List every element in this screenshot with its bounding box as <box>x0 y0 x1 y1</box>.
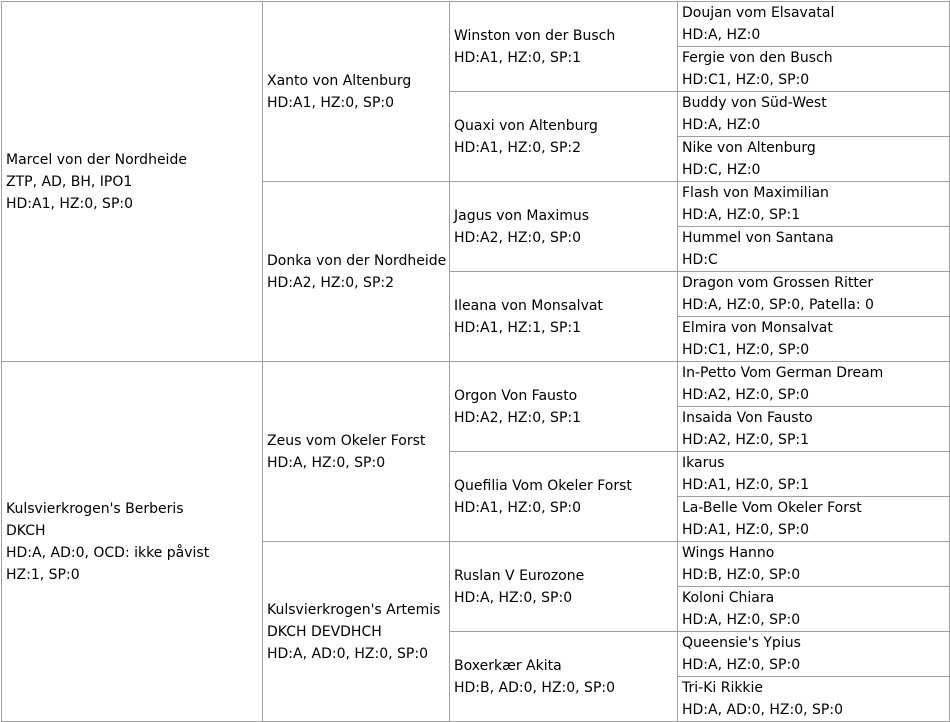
dog-health: HD:A, HZ:0, SP:0 <box>267 454 386 471</box>
dog-health-extra: HZ:1, SP:0 <box>6 566 80 583</box>
dog-health: HD:A, AD:0, HZ:0, SP:0 <box>682 702 843 718</box>
dog-name: Quefilia Vom Okeler Forst <box>454 477 632 494</box>
pedigree-cell-sire <box>2 2 263 362</box>
pedigree-cell-ssdd <box>678 137 950 182</box>
pedigree-cell-dssd <box>678 407 950 452</box>
dog-health: HD:A1, HZ:1, SP:1 <box>454 319 582 336</box>
dog-name: Xanto von Altenburg <box>267 72 412 89</box>
pedigree-cell-sss <box>450 2 678 92</box>
pedigree-cell-dss <box>450 362 678 452</box>
dog-health: HD:A2, HZ:0, SP:0 <box>454 229 582 246</box>
pedigree-cell-sdd <box>450 272 678 362</box>
dog-name: Jagus von Maximus <box>454 207 590 224</box>
pedigree-cell-sds <box>450 182 678 272</box>
dog-titles: ZTP, AD, BH, IPO1 <box>6 173 133 190</box>
dog-name: Zeus vom Okeler Forst <box>267 432 426 449</box>
dog-name: Kulsvierkrogen's Artemis <box>267 601 441 618</box>
dog-name: Buddy von Süd-West <box>682 95 827 111</box>
dog-name: Winston von der Busch <box>454 27 616 44</box>
dog-health: HD:A1, HZ:0, SP:0 <box>454 499 582 516</box>
dog-health: HD:A, HZ:0, SP:0, Patella: 0 <box>682 297 874 313</box>
dog-name: Boxerkær Akita <box>454 657 562 674</box>
dog-health: HD:A, HZ:0 <box>682 27 761 43</box>
pedigree-cell-ddds <box>678 632 950 677</box>
dog-name: In-Petto Vom German Dream <box>682 365 884 381</box>
dog-health: HD:C1, HZ:0, SP:0 <box>682 342 810 358</box>
dog-health: HD:A, HZ:0, SP:0 <box>454 589 573 606</box>
dog-name: Wings Hanno <box>682 545 775 561</box>
dog-name: Flash von Maximilian <box>682 185 829 201</box>
pedigree-cell-dsd <box>450 452 678 542</box>
dog-name: Tri-Ki Rikkie <box>682 680 764 696</box>
dog-health: HD:B, AD:0, HZ:0, SP:0 <box>454 679 616 696</box>
dog-name: Kulsvierkrogen's Berberis <box>6 500 184 517</box>
dog-name: Quaxi von Altenburg <box>454 117 598 134</box>
dog-health: HD:A, HZ:0, SP:1 <box>682 207 801 223</box>
dog-titles: DKCH <box>6 522 46 539</box>
dog-name: Ruslan V Eurozone <box>454 567 585 584</box>
dog-health: HD:C <box>682 252 718 268</box>
pedigree-cell-ddd <box>450 632 678 722</box>
dog-health: HD:C1, HZ:0, SP:0 <box>682 72 810 88</box>
dog-name: Hummel von Santana <box>682 230 834 246</box>
dog-name: Insaida Von Fausto <box>682 410 813 426</box>
dog-health: HD:C, HZ:0 <box>682 162 761 178</box>
dog-health: HD:A2, HZ:0, SP:1 <box>454 409 582 426</box>
dog-name: Ileana von Monsalvat <box>454 297 603 314</box>
dog-name: Orgon Von Fausto <box>454 387 578 404</box>
dog-name: Elmira von Monsalvat <box>682 320 833 336</box>
dog-health: HD:B, HZ:0, SP:0 <box>682 567 801 583</box>
dog-health: HD:A2, HZ:0, SP:0 <box>682 387 810 403</box>
pedigree-cell-dsdd <box>678 497 950 542</box>
pedigree-cell-ssds <box>678 92 950 137</box>
dog-health: HD:A, HZ:0 <box>682 117 761 133</box>
pedigree-cell-sdds <box>678 272 950 317</box>
dog-health: HD:A2, HZ:0, SP:2 <box>267 274 395 291</box>
dog-health: HD:A, HZ:0, SP:0 <box>682 657 801 673</box>
dog-health: HD:A1, HZ:0, SP:2 <box>454 139 582 156</box>
pedigree-cell-sddd <box>678 317 950 362</box>
pedigree-cell-ssss <box>678 2 950 47</box>
pedigree-table <box>1 1 950 722</box>
dog-health: HD:A2, HZ:0, SP:1 <box>682 432 810 448</box>
dog-name: La-Belle Vom Okeler Forst <box>682 500 862 516</box>
dog-health: HD:A, HZ:0, SP:0 <box>682 612 801 628</box>
pedigree-cell-dddd <box>678 677 950 722</box>
dog-name: Queensie's Ypius <box>682 635 801 651</box>
pedigree-cell-sssd <box>678 47 950 92</box>
dog-name: Dragon vom Grossen Ritter <box>682 275 874 291</box>
dog-name: Koloni Chiara <box>682 590 775 606</box>
pedigree-cell-sire-sire <box>263 2 450 182</box>
dog-health: HD:A, AD:0, HZ:0, SP:0 <box>267 645 428 662</box>
dog-name: Donka von der Nordheide <box>267 252 447 269</box>
dog-titles: DKCH DEVDHCH <box>267 623 382 640</box>
pedigree-cell-sdsd <box>678 227 950 272</box>
dog-name: Marcel von der Nordheide <box>6 151 187 168</box>
pedigree-cell-dam <box>2 362 263 722</box>
pedigree-cell-ddss <box>678 542 950 587</box>
dog-name: Doujan vom Elsavatal <box>682 5 835 21</box>
pedigree-cell-dam-sire <box>263 362 450 542</box>
pedigree-cell-ssd <box>450 92 678 182</box>
dog-health: HD:A1, HZ:0, SP:1 <box>682 477 810 493</box>
dog-name: Ikarus <box>682 455 725 471</box>
pedigree-cell-sire-dam <box>263 182 450 362</box>
pedigree-cell-dds <box>450 542 678 632</box>
dog-health: HD:A1, HZ:0, SP:0 <box>267 94 395 111</box>
dog-health: HD:A1, HZ:0, SP:0 <box>6 195 134 212</box>
pedigree-cell-ddsd <box>678 587 950 632</box>
dog-name: Fergie von den Busch <box>682 50 833 66</box>
dog-health: HD:A1, HZ:0, SP:0 <box>682 522 810 538</box>
pedigree-cell-dsss <box>678 362 950 407</box>
pedigree-cell-dsds <box>678 452 950 497</box>
dog-health: HD:A1, HZ:0, SP:1 <box>454 49 582 66</box>
pedigree-cell-sdss <box>678 182 950 227</box>
pedigree-cell-dam-dam <box>263 542 450 722</box>
dog-health: HD:A, AD:0, OCD: ikke påvist <box>6 544 210 561</box>
dog-name: Nike von Altenburg <box>682 140 816 156</box>
